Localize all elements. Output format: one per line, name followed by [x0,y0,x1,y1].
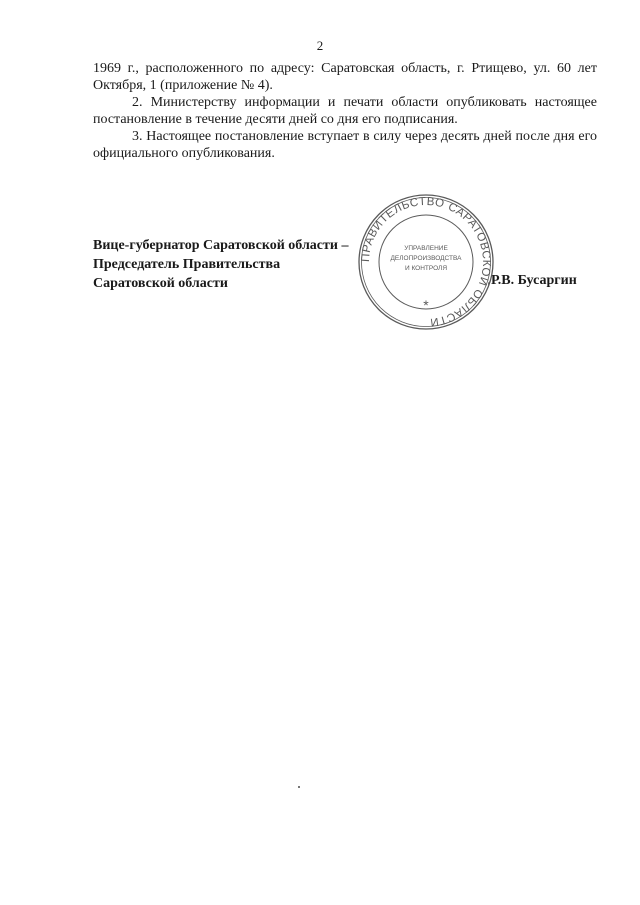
scan-speck [298,786,300,788]
stamp-inner-line-2: ДЕЛОПРОИЗВОДСТВА [390,255,462,262]
stamp-inner-line-3: И КОНТРОЛЯ [404,265,448,272]
signer-title-line-3: Саратовской области [93,276,228,291]
paragraph-2: 2. Министерству информации и печати области опубликовать настоящее постановление в течение десяти дней со дня его подписания. [93,95,597,127]
page-number: 2 [316,38,324,53]
official-stamp [356,192,496,332]
stamp-star-icon: * [423,297,429,313]
stamp-inner-ring [379,215,473,309]
signer-title-line-2: Председатель Правительства [93,257,281,272]
stamp-outer-text: ПРАВИТЕЛЬСТВО САРАТОВСКОЙ ОБЛАСТИ [359,195,493,328]
signer-title-line-1: Вице-губернатор Саратовской области – [93,238,349,253]
document-body [93,60,597,162]
paragraph-3: 3. Настоящее постановление вступает в силу через десять дней после дня его официального опубликования. [93,129,597,161]
signer-name: Р.В. Бусаргин [491,273,577,288]
paragraph-1: 1969 г., расположенного по адресу: Саратовская область, г. Ртищево, ул. 60 лет Октября, 1 (приложение № 4). [93,61,597,93]
signature-block [93,236,348,293]
stamp-inner-line-1: УПРАВЛЕНИЕ [404,245,448,252]
